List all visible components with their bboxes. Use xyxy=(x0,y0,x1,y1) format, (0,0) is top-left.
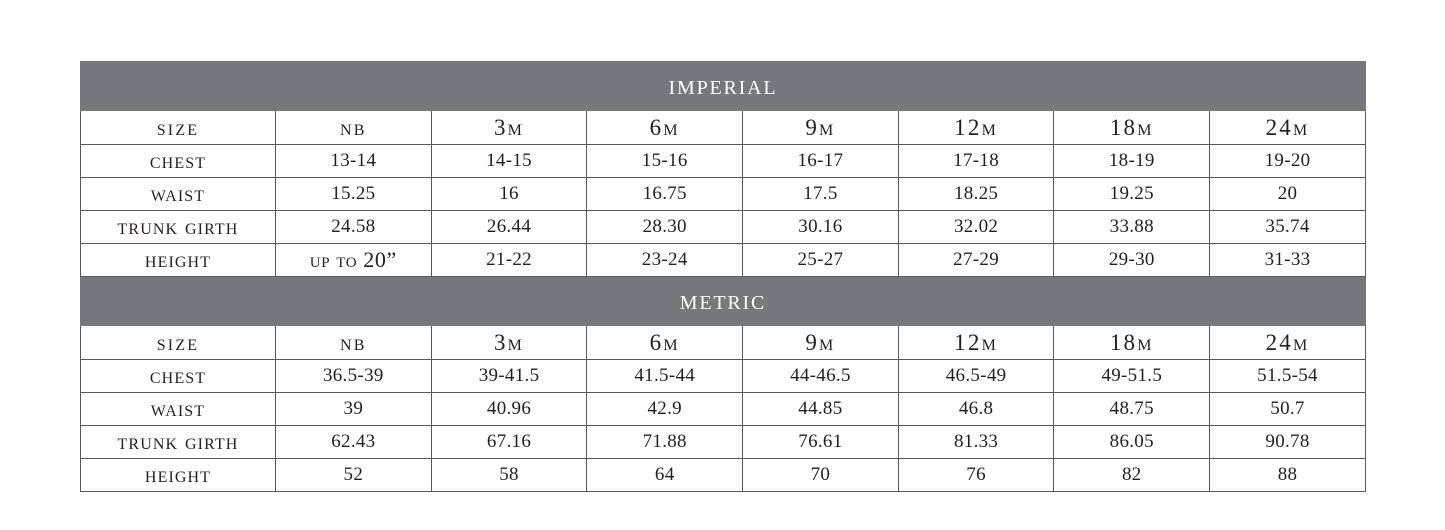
cell: 90.78 xyxy=(1210,426,1366,459)
row-label-trunk-girth: trunk girth xyxy=(81,211,276,244)
column-header-18m: 18m xyxy=(1054,111,1210,145)
cell: 36.5-39 xyxy=(276,360,432,393)
section-header-cell xyxy=(81,277,1366,326)
table-header-row-metric xyxy=(81,326,1366,360)
table-row xyxy=(81,459,1366,492)
cell: 26.44 xyxy=(431,211,587,244)
row-label-chest: chest xyxy=(81,145,276,178)
table-row xyxy=(81,393,1366,426)
cell: 81.33 xyxy=(898,426,1054,459)
table-row xyxy=(81,178,1366,211)
section-title-metric: metric xyxy=(679,285,767,316)
row-label-trunk-girth: trunk girth xyxy=(81,426,276,459)
cell: 19.25 xyxy=(1054,178,1210,211)
section-header-imperial xyxy=(81,62,1366,111)
column-header-18m: 18m xyxy=(1054,326,1210,360)
cell: 18.25 xyxy=(898,178,1054,211)
cell: 24.58 xyxy=(276,211,432,244)
column-header-9m: 9m xyxy=(743,111,899,145)
column-header-nb: nb xyxy=(276,326,432,360)
column-header-12m: 12m xyxy=(898,111,1054,145)
cell: 16-17 xyxy=(743,145,899,178)
cell: 17-18 xyxy=(898,145,1054,178)
row-label-waist: waist xyxy=(81,178,276,211)
size-chart-table xyxy=(80,61,1366,492)
column-header-6m: 6m xyxy=(587,326,743,360)
cell: 28.30 xyxy=(587,211,743,244)
cell: 48.75 xyxy=(1054,393,1210,426)
cell: 40.96 xyxy=(431,393,587,426)
cell: 16 xyxy=(431,178,587,211)
cell: 86.05 xyxy=(1054,426,1210,459)
cell: 25-27 xyxy=(743,244,899,277)
cell: 50.7 xyxy=(1210,393,1366,426)
row-label-waist: waist xyxy=(81,393,276,426)
table-row xyxy=(81,360,1366,393)
cell: 17.5 xyxy=(743,178,899,211)
cell: 16.75 xyxy=(587,178,743,211)
cell: 39 xyxy=(276,393,432,426)
cell: 35.74 xyxy=(1210,211,1366,244)
column-header-3m: 3m xyxy=(431,326,587,360)
cell: 42.9 xyxy=(587,393,743,426)
column-header-size: size xyxy=(81,326,276,360)
column-header-24m: 24m xyxy=(1210,326,1366,360)
column-header-12m: 12m xyxy=(898,326,1054,360)
size-chart-table-wrap xyxy=(80,61,1365,492)
table-header-row-imperial xyxy=(81,111,1366,145)
table-row xyxy=(81,244,1366,277)
cell: 88 xyxy=(1210,459,1366,492)
section-title-imperial: imperial xyxy=(668,70,778,101)
cell: 39-41.5 xyxy=(431,360,587,393)
cell: 33.88 xyxy=(1054,211,1210,244)
cell: 71.88 xyxy=(587,426,743,459)
cell: 19-20 xyxy=(1210,145,1366,178)
cell: 64 xyxy=(587,459,743,492)
cell: 15.25 xyxy=(276,178,432,211)
cell: 46.5-49 xyxy=(898,360,1054,393)
cell: 23-24 xyxy=(587,244,743,277)
table-row xyxy=(81,145,1366,178)
cell: 27-29 xyxy=(898,244,1054,277)
cell: 13-14 xyxy=(276,145,432,178)
cell: 44-46.5 xyxy=(743,360,899,393)
cell: 67.16 xyxy=(431,426,587,459)
column-header-24m: 24m xyxy=(1210,111,1366,145)
cell: 52 xyxy=(276,459,432,492)
cell: 70 xyxy=(743,459,899,492)
cell: 49-51.5 xyxy=(1054,360,1210,393)
cell: 51.5-54 xyxy=(1210,360,1366,393)
cell: 82 xyxy=(1054,459,1210,492)
cell: 76.61 xyxy=(743,426,899,459)
column-header-size: size xyxy=(81,111,276,145)
cell: 32.02 xyxy=(898,211,1054,244)
cell: 58 xyxy=(431,459,587,492)
table-row xyxy=(81,426,1366,459)
row-label-height: height xyxy=(81,459,276,492)
cell: 30.16 xyxy=(743,211,899,244)
cell: 62.43 xyxy=(276,426,432,459)
cell: 31-33 xyxy=(1210,244,1366,277)
cell: 21-22 xyxy=(431,244,587,277)
column-header-6m: 6m xyxy=(587,111,743,145)
column-header-3m: 3m xyxy=(431,111,587,145)
cell: 44.85 xyxy=(743,393,899,426)
section-header-cell xyxy=(81,62,1366,111)
column-header-9m: 9m xyxy=(743,326,899,360)
section-header-metric xyxy=(81,277,1366,326)
table-row xyxy=(81,211,1366,244)
cell: 18-19 xyxy=(1054,145,1210,178)
cell: 76 xyxy=(898,459,1054,492)
cell: 15-16 xyxy=(587,145,743,178)
cell: 46.8 xyxy=(898,393,1054,426)
row-label-chest: chest xyxy=(81,360,276,393)
cell: 41.5-44 xyxy=(587,360,743,393)
cell: 29-30 xyxy=(1054,244,1210,277)
cell: up to 20” xyxy=(276,244,432,277)
column-header-nb: nb xyxy=(276,111,432,145)
cell: 20 xyxy=(1210,178,1366,211)
row-label-height: height xyxy=(81,244,276,277)
cell: 14-15 xyxy=(431,145,587,178)
